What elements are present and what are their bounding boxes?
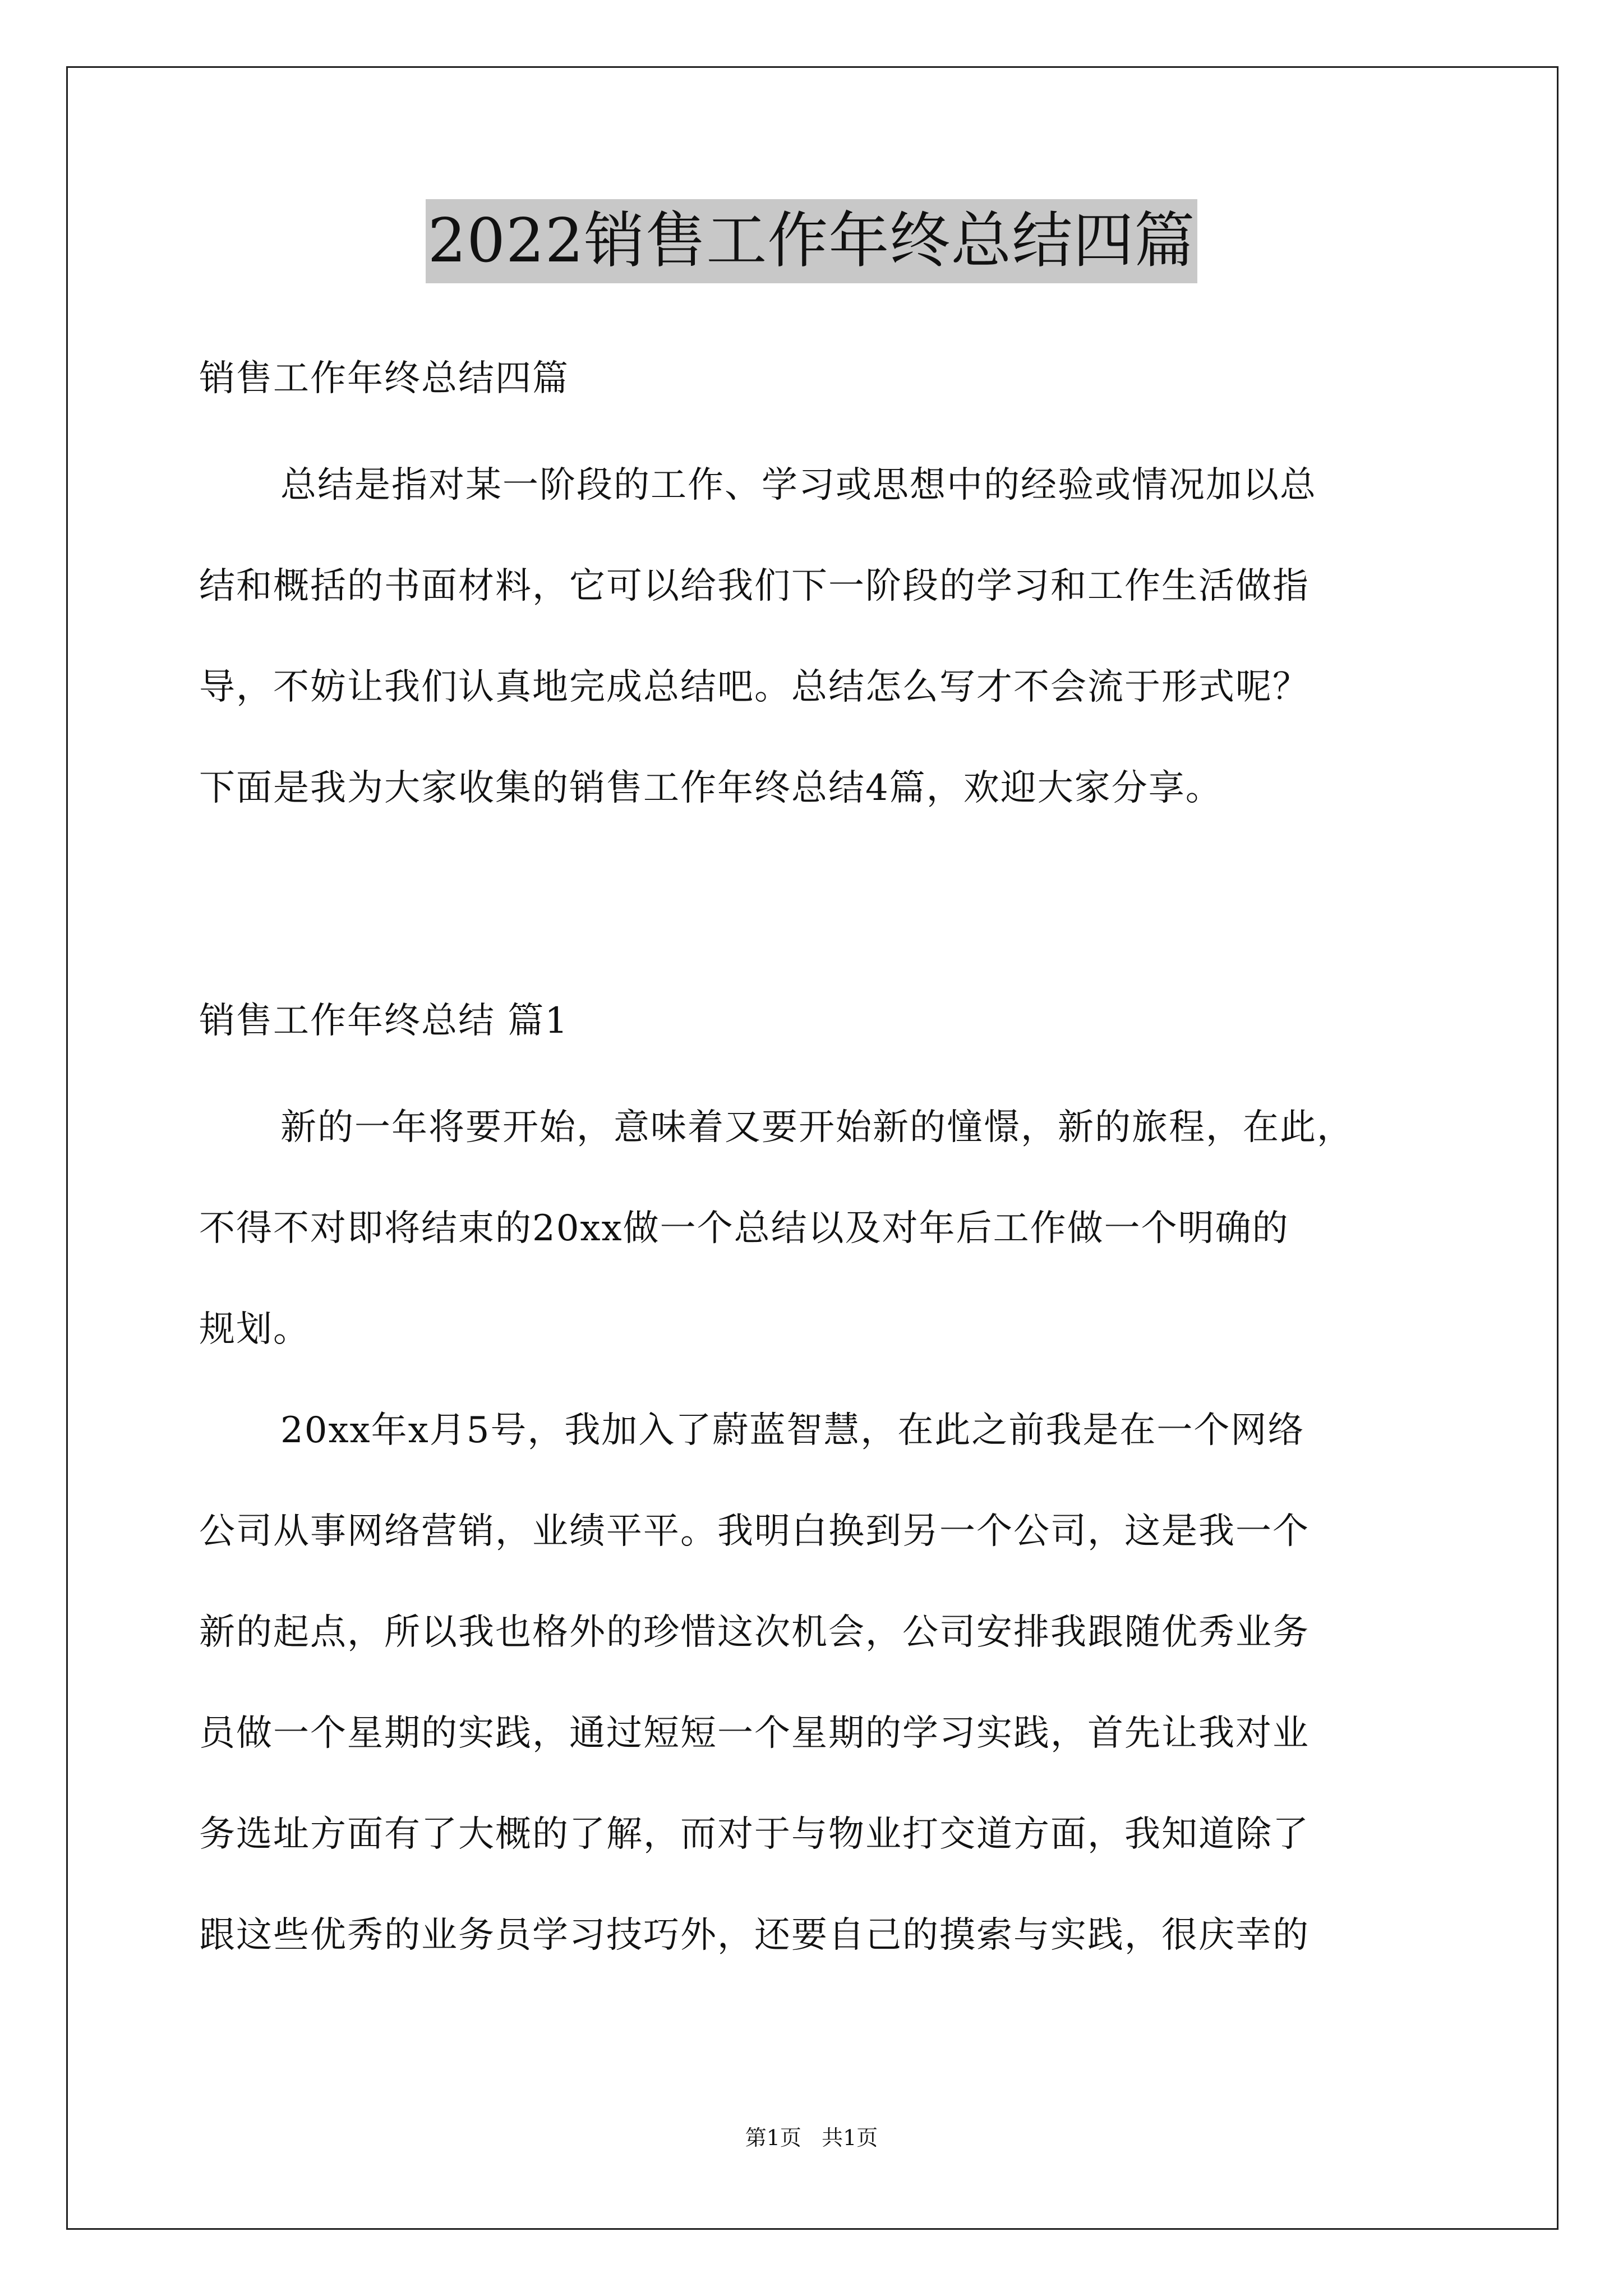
intro-line: 导，不妨让我们认真地完成总结吧。总结怎么写才不会流于形式呢？ (199, 666, 1310, 708)
page-footer: 第1页 共1页 (745, 2125, 878, 2150)
paragraph-line: 员做一个星期的实践，通过短短一个星期的学习实践，首先让我对业 (199, 1713, 1310, 1754)
intro-line: 总结是指对某一阶段的工作、学习或思想中的经验或情况加以总 (280, 464, 1317, 506)
paragraph-line: 新的一年将要开始，意味着又要开始新的憧憬，新的旅程，在此， (280, 1107, 1354, 1148)
paragraph-line: 跟这些优秀的业务员学习技巧外，还要自己的摸索与实践，很庆幸的 (199, 1915, 1310, 1956)
document-subtitle: 销售工作年终总结四篇 (199, 358, 569, 399)
intro-line: 结和概括的书面材料，它可以给我们下一阶段的学习和工作生活做指 (199, 565, 1310, 607)
section-heading: 销售工作年终总结 篇1 (199, 1000, 569, 1042)
paragraph-line: 公司从事网络营销，业绩平平。我明白换到另一个公司，这是我一个 (199, 1511, 1310, 1552)
paragraph-line: 20xx年x月5号，我加入了蔚蓝智慧，在此之前我是在一个网络 (280, 1410, 1305, 1451)
paragraph-line: 规划。 (199, 1309, 310, 1350)
document-title: 2022销售工作年终总结四篇 (426, 199, 1198, 283)
paragraph-line: 务选址方面有了大概的了解，而对于与物业打交道方面，我知道除了 (199, 1814, 1310, 1855)
title-container (0, 199, 1623, 283)
paragraph-line: 不得不对即将结束的20xx做一个总结以及对年后工作做一个明确的 (199, 1208, 1289, 1249)
intro-line: 下面是我为大家收集的销售工作年终总结4篇，欢迎大家分享。 (199, 767, 1223, 809)
paragraph-line: 新的起点，所以我也格外的珍惜这次机会，公司安排我跟随优秀业务 (199, 1612, 1310, 1653)
